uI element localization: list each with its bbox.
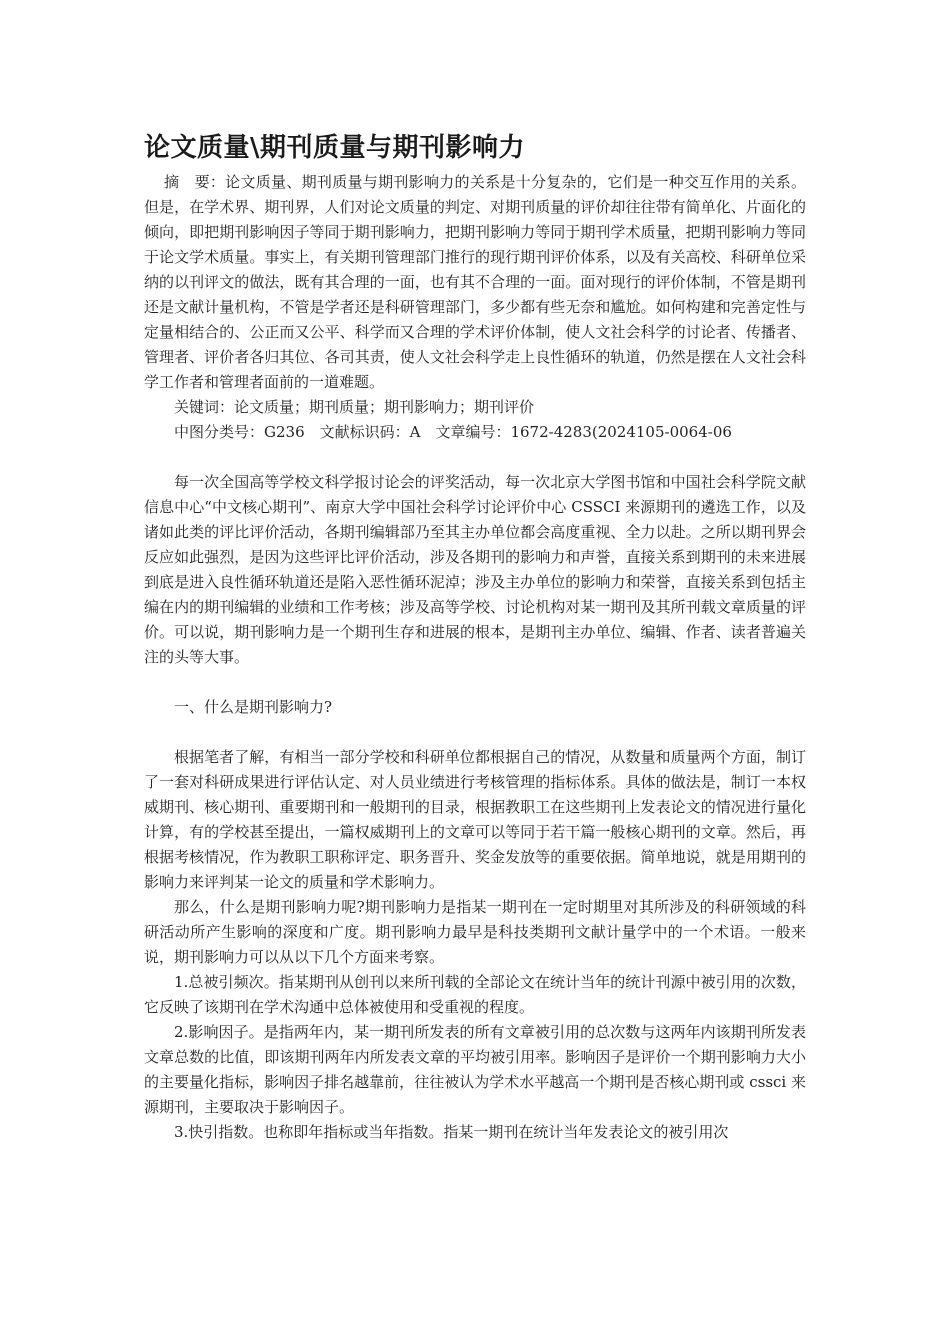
list-item: 1.总被引频次。指某期刊从创刊以来所刊载的全部论文在统计当年的统计刊源中被引用的次数，它反映了该期刊在学术沟通中总体被使用和受重视的程度。 bbox=[144, 973, 806, 1016]
document-title: 论文质量\期刊质量与期刊影响力 bbox=[144, 133, 525, 163]
body-paragraph: 根据笔者了解，有相当一部分学校和科研单位都根据自己的情况，从数量和质量两个方面，制订了一套对科研成果进行评估认定、对人员业绩进行考核管理的指标体系。具体的做法是，制订一本权威期刊、核心期刊、重要期刊和一般期刊的目录，根据教职工在这些期刊上发表论文的情况进行量化计算，有的学校甚至提出，一篇权威期刊上的文章可以等同于若干篇一般核心期刊的文章。然后，再根据考核情况，作为教职工职称评定、职务晋升、奖金发放等的重要依据。简单地说，就是用期刊的影响力来评判某一论文的质量和学术影响力。 bbox=[144, 748, 806, 891]
spacer bbox=[144, 720, 806, 745]
spacer bbox=[144, 445, 806, 470]
body-paragraph: 那么，什么是期刊影响力呢?期刊影响力是指某一期刊在一定时期里对其所涉及的科研领域的科研活动所产生影响的深度和广度。期刊影响力最早是科技类期刊文献计量学中的一个术语。一般来说，期刊影响力可以从以下几个方面来考察。 bbox=[144, 898, 806, 966]
keywords-line: 关键词：论文质量；期刊质量；期刊影响力；期刊评价 bbox=[174, 398, 535, 416]
intro-paragraph: 每一次全国高等学校文科学报讨论会的评奖活动，每一次北京大学图书馆和中国社会科学院文献信息中心“中文核心期刊”、南京大学中国社会科学讨论评价中心 CSSCI 来源期刊的遴选工作，以及诸如此类的评比评价活动，各期刊编辑部乃至其主办单位都会高度重视、全力以赴。之所以期刊界会反应如此强烈，是因为这些评比评价活动，涉及各期刊的影响力和声誉，直接关系到期刊的未来进展到底是进入良性循环轨道还是陷入恶性循环泥淖；涉及主办单位的影响力和荣誉，直接关系到包括主编在内的期刊编辑的业绩和工作考核；涉及高等学校、讨论机构对某一期刊及其所刊载文章质量的评价。可以说，期刊影响力是一个期刊生存和进展的根本，是期刊主办单位、编辑、作者、读者普遍关注的头等大事。 bbox=[144, 473, 806, 666]
classification-line: 中图分类号：G236 文献标识码：A 文章编号：1672-4283(2024105-0064-06 bbox=[174, 423, 732, 441]
section-heading: 一、什么是期刊影响力? bbox=[174, 698, 333, 716]
document-page bbox=[144, 130, 806, 1145]
list-item: 3.快引指数。也称即年指标或当年指数。指某一期刊在统计当年发表论文的被引用次 bbox=[174, 1123, 729, 1141]
list-item: 2.影响因子。是指两年内，某一期刊所发表的所有文章被引用的总次数与这两年内该期刊所发表文章总数的比值，即该期刊两年内所发表文章的平均被引用率。影响因子是评价一个期刊影响力大小的主要量化指标，影响因子排名越靠前，往往被认为学术水平越高一个期刊是否核心期刊或 cssci 来源期刊，主要取决于影响因子。 bbox=[144, 1023, 806, 1116]
spacer bbox=[144, 670, 806, 695]
abstract-paragraph: 摘 要：论文质量、期刊质量与期刊影响力的关系是十分复杂的，它们是一种交互作用的关系。但是，在学术界、期刊界，人们对论文质量的判定、对期刊质量的评价却往往带有简单化、片面化的倾向，即把期刊影响因子等同于期刊影响力，把期刊影响力等同于期刊学术质量，把期刊影响力等同于论文学术质量。事实上，有关期刊管理部门推行的现行期刊评价体系，以及有关高校、科研单位采纳的以刊评文的做法，既有其合理的一面，也有其不合理的一面。面对现行的评价体制，不管是期刊还是文献计量机构，不管是学者还是科研管理部门，多少都有些无奈和尴尬。如何构建和完善定性与定量相结合的、公正而又公平、科学而又合理的学术评价体制，使人文社会科学的讨论者、传播者、管理者、评价者各归其位、各司其责，使人文社会科学走上良性循环的轨道，仍然是摆在人文社会科学工作者和管理者面前的一道难题。 bbox=[144, 173, 806, 391]
